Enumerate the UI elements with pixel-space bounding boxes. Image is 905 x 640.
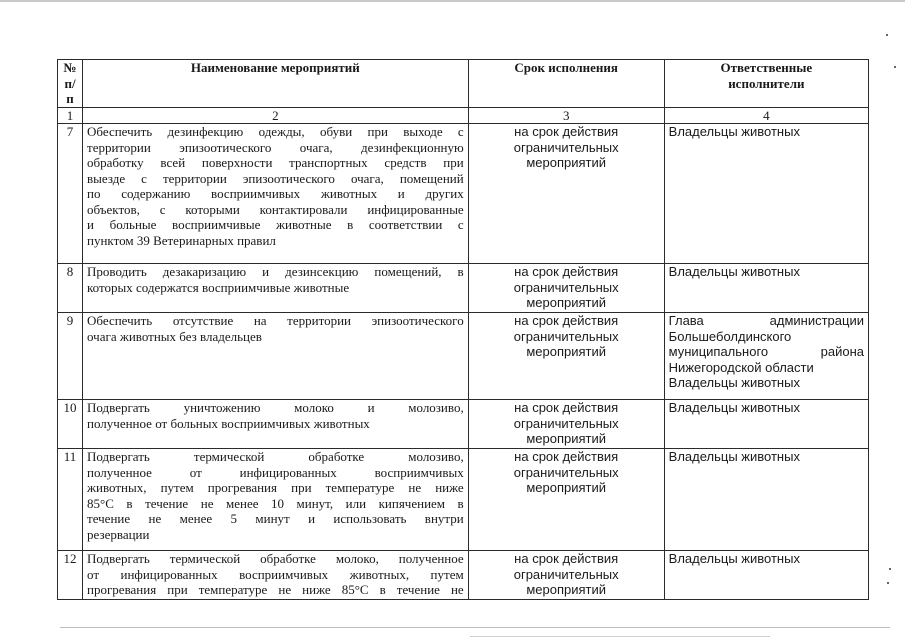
measure-responsible: Владельцы животных <box>664 264 868 313</box>
table-row <box>58 313 869 400</box>
measure-responsible: Владельцы животных <box>664 400 868 449</box>
measure-responsible: Владельцы животных <box>664 124 868 264</box>
measure-responsible: Глава администрации Большеболдинского муниципального района Нижегородской области Владельцы животных <box>664 313 868 400</box>
measure-term: на срок действия ограничительных мероприятий <box>468 551 664 600</box>
measure-term: на срок действия ограничительных мероприятий <box>468 449 664 551</box>
measure-name: Подвергать уничтожению молоко и молозиво, полученное от больных восприимчивых животных <box>83 400 469 449</box>
header-num: № п/п <box>58 60 83 108</box>
row-number: 10 <box>58 400 83 449</box>
table-row <box>58 551 869 600</box>
header-term: Срок исполнения <box>468 60 664 108</box>
column-number: 2 <box>83 107 469 124</box>
measure-name: Обеспечить дезинфекцию одежды, обуви при выходе с территории эпизоотического очага, дезинфекционную обработку всей поверхности транспортных средств при выезде с территории эпизоотического очага, помещений по содержанию восприимчивых животных и других объектов, с которыми контактировали инфицированные и больные восприимчивые животные в соответствии с пунктом 39 Ветеринарных правил <box>83 124 469 264</box>
scan-page-rule <box>60 627 890 628</box>
column-number: 3 <box>468 107 664 124</box>
column-number: 1 <box>58 107 83 124</box>
measure-name: Обеспечить отсутствие на территории эпизоотического очага животных без владельцев <box>83 313 469 400</box>
measure-term: на срок действия ограничительных мероприятий <box>468 264 664 313</box>
measure-name: Проводить дезакаризацию и дезинсекцию помещений, в которых содержатся восприимчивые животные <box>83 264 469 313</box>
measure-term: на срок действия ограничительных мероприятий <box>468 124 664 264</box>
measure-responsible: Владельцы животных <box>664 449 868 551</box>
table-row <box>58 264 869 313</box>
scan-bottom-rule <box>470 636 770 637</box>
header-resp: Ответственные исполнители <box>664 60 868 108</box>
scan-top-edge <box>0 0 905 2</box>
table-row <box>58 124 869 264</box>
column-number: 4 <box>664 107 868 124</box>
measure-name: Подвергать термической обработке молозиво, полученное от инфицированных восприимчивых животных, путем прогревания при температуре не ниже 85°С в течение не менее 10 минут, или кипячением в течение не менее 5 минут и использовать внутри резервации <box>83 449 469 551</box>
measure-term: на срок действия ограничительных мероприятий <box>468 400 664 449</box>
scan-speck <box>889 568 891 570</box>
scan-speck <box>887 582 889 584</box>
scan-speck <box>894 66 896 68</box>
row-number: 8 <box>58 264 83 313</box>
row-number: 12 <box>58 551 83 600</box>
row-number: 9 <box>58 313 83 400</box>
scan-speck <box>886 34 888 36</box>
row-number: 11 <box>58 449 83 551</box>
table-row <box>58 400 869 449</box>
measure-term: на срок действия ограничительных мероприятий <box>468 313 664 400</box>
row-number: 7 <box>58 124 83 264</box>
measures-table <box>57 59 869 600</box>
column-number-row <box>58 107 869 124</box>
table-row <box>58 449 869 551</box>
measure-responsible: Владельцы животных <box>664 551 868 600</box>
header-row <box>58 60 869 108</box>
measure-name: Подвергать термической обработке молоко, полученное от инфицированных восприимчивых животных, путем прогревания при температуре не ниже 85°С в течение не <box>83 551 469 600</box>
header-name: Наименование мероприятий <box>83 60 469 108</box>
